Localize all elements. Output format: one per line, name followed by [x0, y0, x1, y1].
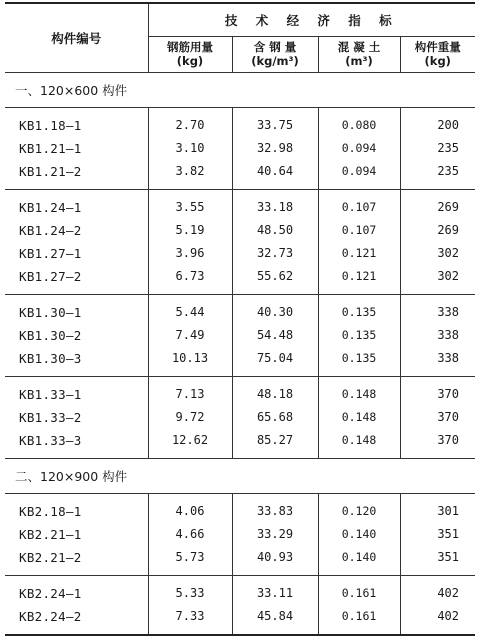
component-weight-cell: 338: [400, 324, 475, 347]
steel-amount-cell: 10.13: [148, 347, 232, 377]
component-weight-cell: 402: [400, 605, 475, 634]
steel-amount-cell: 6.73: [148, 265, 232, 295]
steel-amount-cell: 5.19: [148, 219, 232, 242]
table-row: [5, 294, 475, 324]
steel-amount-cell: 7.13: [148, 376, 232, 406]
component-index-table: [5, 4, 475, 634]
component-code-cell: KB1.18—1: [19, 117, 82, 133]
table-row: [5, 523, 475, 546]
steel-ratio-cell: 33.11: [232, 575, 318, 605]
component-code-cell: KB1.24—1: [19, 199, 82, 215]
steel-amount-cell: 4.06: [148, 493, 232, 523]
concrete-volume-cell: 0.121: [318, 265, 400, 295]
component-weight-cell: 338: [400, 347, 475, 377]
component-code-cell: KB1.33—3: [19, 432, 82, 448]
table-row: [5, 605, 475, 634]
technical-economic-table: [5, 2, 475, 636]
table-row: [5, 347, 475, 377]
column-header-concrete: [318, 36, 400, 72]
steel-ratio-cell: 32.98: [232, 137, 318, 160]
section-row: [5, 458, 475, 493]
steel-ratio-cell: 33.83: [232, 493, 318, 523]
section-title: 一、120×600 构件: [5, 72, 475, 107]
steel-amount-cell: 4.66: [148, 523, 232, 546]
component-weight-cell: 370: [400, 429, 475, 459]
column-header-steel-name: 钢筋用量: [167, 40, 213, 54]
table-row: [5, 160, 475, 190]
table-row: [5, 546, 475, 576]
steel-ratio-cell: 40.64: [232, 160, 318, 190]
component-code-cell: KB1.21—1: [19, 140, 82, 156]
component-code-cell: KB1.27—1: [19, 245, 82, 261]
concrete-volume-cell: 0.148: [318, 406, 400, 429]
table-row: [5, 265, 475, 295]
concrete-volume-cell: 0.161: [318, 605, 400, 634]
table-row: [5, 376, 475, 406]
concrete-volume-cell: 0.161: [318, 575, 400, 605]
steel-ratio-cell: 54.48: [232, 324, 318, 347]
steel-ratio-cell: 33.75: [232, 107, 318, 137]
concrete-volume-cell: 0.140: [318, 523, 400, 546]
steel-ratio-cell: 32.73: [232, 242, 318, 265]
steel-amount-cell: 3.96: [148, 242, 232, 265]
component-code-header: 构件编号: [51, 30, 102, 46]
section-row: [5, 72, 475, 107]
concrete-volume-cell: 0.135: [318, 347, 400, 377]
steel-amount-cell: 12.62: [148, 429, 232, 459]
component-code-cell: KB1.27—2: [5, 265, 148, 295]
concrete-volume-cell: 0.094: [318, 160, 400, 190]
column-header-steel-ratio-unit: (kg/m³): [251, 54, 299, 68]
table-row: [5, 575, 475, 605]
table-row: [5, 406, 475, 429]
component-weight-cell: 235: [400, 160, 475, 190]
table-row: [5, 324, 475, 347]
component-weight-cell: 338: [400, 294, 475, 324]
concrete-volume-cell: 0.107: [318, 189, 400, 219]
steel-ratio-cell: 75.04: [232, 347, 318, 377]
component-weight-cell: 351: [400, 523, 475, 546]
column-header-steel-ratio: [232, 36, 318, 72]
steel-ratio-cell: 65.68: [232, 406, 318, 429]
concrete-volume-cell: 0.148: [318, 376, 400, 406]
component-code-cell: KB2.24—1: [19, 585, 82, 601]
steel-amount-cell: 9.72: [148, 406, 232, 429]
component-weight-cell: 351: [400, 546, 475, 576]
column-header-weight-name: 构件重量: [414, 40, 461, 54]
concrete-volume-cell: 0.080: [318, 107, 400, 137]
table-row: [5, 219, 475, 242]
steel-ratio-cell: 33.29: [232, 523, 318, 546]
section-title: 二、120×900 构件: [5, 458, 475, 493]
component-weight-cell: 269: [400, 189, 475, 219]
component-code-cell: KB2.24—2: [19, 608, 82, 624]
steel-ratio-cell: 40.30: [232, 294, 318, 324]
technical-indicators-header: 技 术 经 济 指 标: [148, 4, 475, 36]
steel-ratio-cell: 40.93: [232, 546, 318, 576]
steel-ratio-cell: 85.27: [232, 429, 318, 459]
component-weight-cell: 302: [400, 242, 475, 265]
component-weight-cell: 402: [400, 575, 475, 605]
steel-ratio-cell: 55.62: [232, 265, 318, 295]
component-code-cell: KB1.33—2: [19, 409, 82, 425]
column-header-weight-unit: (kg): [424, 54, 451, 68]
steel-amount-cell: 5.44: [148, 294, 232, 324]
steel-amount-cell: 5.33: [148, 575, 232, 605]
steel-amount-cell: 3.55: [148, 189, 232, 219]
component-code-cell: KB1.30—3: [5, 347, 148, 377]
component-code-cell: KB2.21—2: [5, 546, 148, 576]
column-header-weight: [400, 36, 475, 72]
concrete-volume-cell: 0.107: [318, 219, 400, 242]
component-code-cell: KB1.24—2: [19, 222, 82, 238]
table-row: [5, 107, 475, 137]
concrete-volume-cell: 0.135: [318, 294, 400, 324]
component-weight-cell: 269: [400, 219, 475, 242]
component-weight-cell: 235: [400, 137, 475, 160]
concrete-volume-cell: 0.121: [318, 242, 400, 265]
component-code-cell: KB1.33—1: [19, 386, 82, 402]
column-header-steel-unit: (kg): [176, 54, 204, 68]
component-code-cell: KB2.18—1: [19, 503, 82, 519]
steel-ratio-cell: 48.18: [232, 376, 318, 406]
concrete-volume-cell: 0.094: [318, 137, 400, 160]
steel-amount-cell: 3.82: [148, 160, 232, 190]
steel-amount-cell: 3.10: [148, 137, 232, 160]
component-code-cell: KB1.30—2: [19, 327, 82, 343]
column-header-steel: [148, 36, 232, 72]
column-header-concrete-unit: (m³): [345, 54, 373, 68]
component-code-cell: KB2.21—1: [19, 526, 82, 542]
steel-ratio-cell: 48.50: [232, 219, 318, 242]
column-header-concrete-name: 混 凝 土: [337, 40, 381, 54]
column-header-steel-ratio-name: 含 钢 量: [253, 40, 297, 54]
table-row: [5, 429, 475, 459]
table-body: [5, 72, 475, 634]
component-weight-cell: 302: [400, 265, 475, 295]
steel-amount-cell: 7.49: [148, 324, 232, 347]
table-row: [5, 242, 475, 265]
component-weight-cell: 200: [400, 107, 475, 137]
steel-amount-cell: 7.33: [148, 605, 232, 634]
component-code-cell: KB1.30—1: [19, 304, 82, 320]
steel-ratio-cell: 45.84: [232, 605, 318, 634]
component-weight-cell: 370: [400, 406, 475, 429]
concrete-volume-cell: 0.148: [318, 429, 400, 459]
table-row: [5, 493, 475, 523]
steel-amount-cell: 5.73: [148, 546, 232, 576]
steel-amount-cell: 2.70: [148, 107, 232, 137]
concrete-volume-cell: 0.140: [318, 546, 400, 576]
component-weight-cell: 370: [400, 376, 475, 406]
concrete-volume-cell: 0.120: [318, 493, 400, 523]
component-weight-cell: 301: [400, 493, 475, 523]
concrete-volume-cell: 0.135: [318, 324, 400, 347]
component-code-cell: KB1.21—2: [5, 160, 148, 190]
steel-ratio-cell: 33.18: [232, 189, 318, 219]
table-row: [5, 137, 475, 160]
table-row: [5, 189, 475, 219]
